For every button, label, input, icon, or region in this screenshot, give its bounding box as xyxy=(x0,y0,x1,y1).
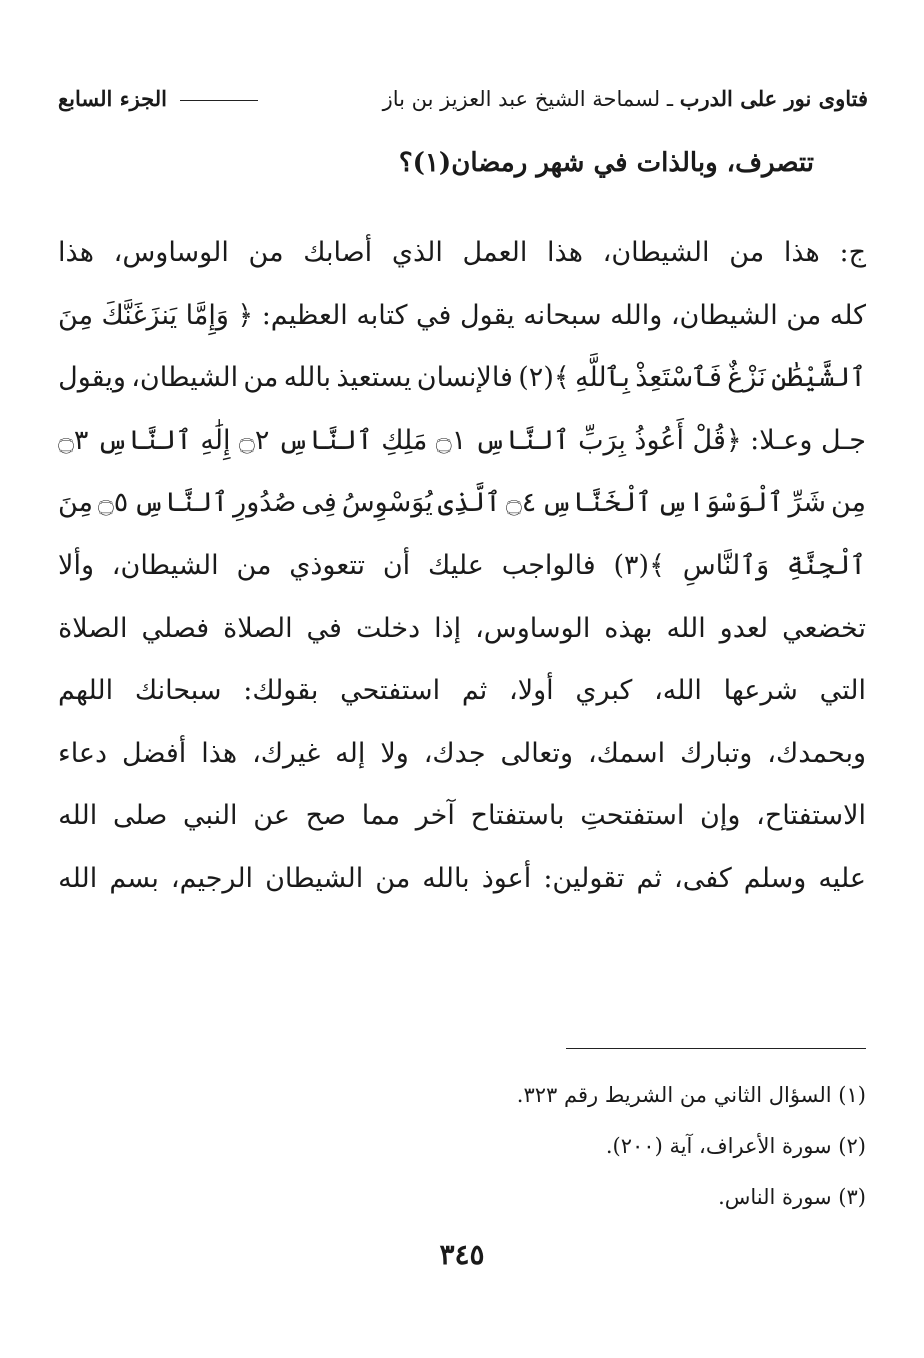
word: أصابك xyxy=(303,237,373,268)
word: يقول xyxy=(459,299,515,331)
word: سبحانك xyxy=(134,675,222,707)
word: تخضعي xyxy=(782,612,866,644)
word: بِرَبِّ xyxy=(578,424,626,456)
footnote-1: (١) السؤال الثاني من الشريط رقم ٣٢٣. xyxy=(516,1083,866,1107)
word: الشيطان xyxy=(265,862,364,894)
word: إِلَٰهِ xyxy=(200,424,231,456)
word: الذي xyxy=(391,237,443,268)
word: وإن xyxy=(700,800,741,832)
word: ۝١ xyxy=(435,424,467,456)
word: ٱلْخَنَّاسِ xyxy=(541,487,652,519)
word: ولا xyxy=(380,737,409,769)
word: ٱلنَّاسِ xyxy=(96,424,192,456)
word: العظيم: xyxy=(261,299,348,331)
text-line xyxy=(58,723,866,786)
footnote-3: (٣) سورة الناس. xyxy=(718,1185,866,1209)
word: الرجيم، xyxy=(170,862,254,894)
word: ٱلنَّاسِ xyxy=(133,487,229,519)
word: يَنزَغَنَّكَ xyxy=(101,299,178,331)
word: التي xyxy=(819,675,866,707)
word: استفتحتِ xyxy=(580,800,685,832)
word: شَرِّ xyxy=(788,487,827,519)
text-line xyxy=(58,285,866,348)
word: ٱلْجِنَّةِ xyxy=(786,549,866,581)
word: دخلت xyxy=(355,612,421,644)
word: مِنَ xyxy=(58,487,94,519)
word: مِن xyxy=(830,487,866,519)
word: عن xyxy=(253,800,290,832)
word: فالواجب xyxy=(501,549,596,581)
word: مَلِكِ xyxy=(381,424,428,456)
word: فالإنسان xyxy=(416,362,513,394)
word: مما xyxy=(361,800,401,832)
word: الصلاة xyxy=(58,612,128,644)
word: من xyxy=(375,862,411,894)
word: ﴾(٢) xyxy=(518,362,570,394)
word: ﴿قُلْ xyxy=(692,424,742,456)
word: اللهم xyxy=(58,675,114,707)
word: ﴾(٣) xyxy=(613,549,665,581)
word: ويقول xyxy=(58,362,126,394)
word: الصلاة xyxy=(223,612,293,644)
header-rule xyxy=(180,100,258,101)
word: استفتحي xyxy=(340,675,441,707)
text-line xyxy=(58,660,866,723)
word: بسم xyxy=(109,862,159,894)
word: جدك، xyxy=(423,737,486,769)
word: ج: xyxy=(839,237,866,268)
word: نَزْغٌ xyxy=(727,362,766,394)
word: وبحمدك، xyxy=(767,737,866,769)
word: سبحانه xyxy=(523,299,602,331)
word: الوساوس، xyxy=(475,612,591,644)
word: أن xyxy=(382,549,411,581)
word: النبي xyxy=(183,800,238,832)
word: العمل xyxy=(462,237,528,268)
word: عليك xyxy=(427,549,484,581)
text-line xyxy=(58,785,866,848)
word: الشيطان، xyxy=(670,299,778,331)
word: الله xyxy=(58,862,98,894)
word: ٱلنَّاسِ xyxy=(474,424,570,456)
word: إله xyxy=(335,737,366,769)
word: والله xyxy=(610,299,663,331)
word: ٱلَّذِى xyxy=(437,487,501,519)
book-title: فتاوى نور على الدرب xyxy=(679,85,868,111)
author-name: ـ لسماحة الشيخ عبد العزيز بن باز xyxy=(382,86,674,111)
word: الله xyxy=(666,612,706,644)
word: ٱلْوَسْوَاسِ xyxy=(656,487,784,519)
word: شرعها xyxy=(723,675,798,707)
word: بِٱللَّهِ xyxy=(574,362,630,394)
word: وتعالى xyxy=(500,737,574,769)
word: وتبارك xyxy=(680,737,753,769)
word: أولا، xyxy=(508,675,554,707)
word: باستفتاح xyxy=(470,800,565,832)
word: مِنَ xyxy=(58,299,94,331)
word: ۝٣ xyxy=(58,424,89,456)
page-number: ٣٤٥ xyxy=(439,1238,485,1271)
word: الشيطان، xyxy=(602,237,710,268)
footnotes xyxy=(517,1070,866,1223)
word: عليه xyxy=(818,862,866,894)
footnote-2: (٢) سورة الأعراف، آية (٢٠٠). xyxy=(605,1134,866,1158)
word: وعـلا: xyxy=(750,424,813,456)
word: جـل xyxy=(820,424,866,456)
word: صُدُورِ xyxy=(233,487,297,519)
running-header xyxy=(58,78,868,118)
word: ٱلنَّاسِ xyxy=(277,424,373,456)
word: كبري xyxy=(575,675,633,707)
word: كتابه xyxy=(356,299,408,331)
word: اسمك، xyxy=(587,737,666,769)
word: لعدو xyxy=(719,612,769,644)
word: ۝٤ xyxy=(505,487,537,519)
word: أَعُوذُ xyxy=(634,424,685,456)
word: تقولين: xyxy=(543,862,625,894)
word: ثم xyxy=(461,675,488,707)
text-line xyxy=(58,410,866,473)
text-line xyxy=(58,222,866,285)
header-volume-block xyxy=(58,86,264,111)
word: من xyxy=(729,237,765,268)
word: وألا xyxy=(58,549,94,581)
fatwa-answer-text xyxy=(58,222,866,911)
word: الاستفتاح، xyxy=(756,800,866,832)
header-title-author xyxy=(383,86,868,111)
word: فِى xyxy=(301,487,337,519)
word: تتعوذي xyxy=(289,549,366,581)
word: من xyxy=(236,549,272,581)
word: الشيطان، xyxy=(111,549,219,581)
word: ثم xyxy=(636,862,662,894)
text-line xyxy=(58,535,866,598)
word: بالله xyxy=(422,862,470,894)
word: في xyxy=(416,299,452,331)
word: ﴿ xyxy=(237,299,254,331)
word: الله xyxy=(58,800,98,832)
word: وَٱلنَّاسِ xyxy=(682,549,770,581)
word: هذا xyxy=(58,237,94,268)
word: ۝٢ xyxy=(239,424,270,456)
text-line xyxy=(58,472,866,535)
word: كفى، xyxy=(673,862,732,894)
word: دعاء xyxy=(58,737,108,769)
word: من xyxy=(248,237,284,268)
word: كله xyxy=(829,299,866,331)
volume-label: الجزء السابع xyxy=(58,85,167,111)
word: يُوَسْوِسُ xyxy=(341,487,433,519)
word: ٱلشَّيْطَٰنِ xyxy=(771,362,866,394)
word: فَٱسْتَعِذْ xyxy=(635,362,722,394)
word: وسلم xyxy=(743,862,807,894)
word: يستعيذ xyxy=(336,362,412,394)
text-line xyxy=(58,848,866,911)
word: صلى xyxy=(112,800,168,832)
word: هذا xyxy=(547,237,583,268)
word: بالله xyxy=(283,362,332,394)
question-continuation: تتصرف، وبالذات في شهر رمضان(١)؟ xyxy=(398,148,814,178)
word: غيرك، xyxy=(252,737,321,769)
word: هذا xyxy=(783,237,820,268)
word: صح xyxy=(305,800,347,832)
word: أعوذ xyxy=(481,862,532,894)
word: ۝٥ xyxy=(97,487,129,519)
text-line xyxy=(58,347,866,410)
word: وَإِمَّا xyxy=(185,299,229,331)
word: إذا xyxy=(434,612,462,644)
word: من xyxy=(786,299,822,331)
word: في xyxy=(306,612,342,644)
footnote-separator xyxy=(566,1048,866,1049)
word: آخر xyxy=(415,800,455,832)
word: فصلي xyxy=(141,612,210,644)
word: الشيطان، xyxy=(131,362,239,394)
word: بقولك: xyxy=(243,675,319,707)
word: من xyxy=(243,362,279,394)
word: بهذه xyxy=(604,612,653,644)
text-line xyxy=(58,598,866,661)
word: الوساوس، xyxy=(113,237,229,268)
word: أفضل xyxy=(122,737,187,769)
word: هذا xyxy=(201,737,238,769)
word: الله، xyxy=(654,675,702,707)
